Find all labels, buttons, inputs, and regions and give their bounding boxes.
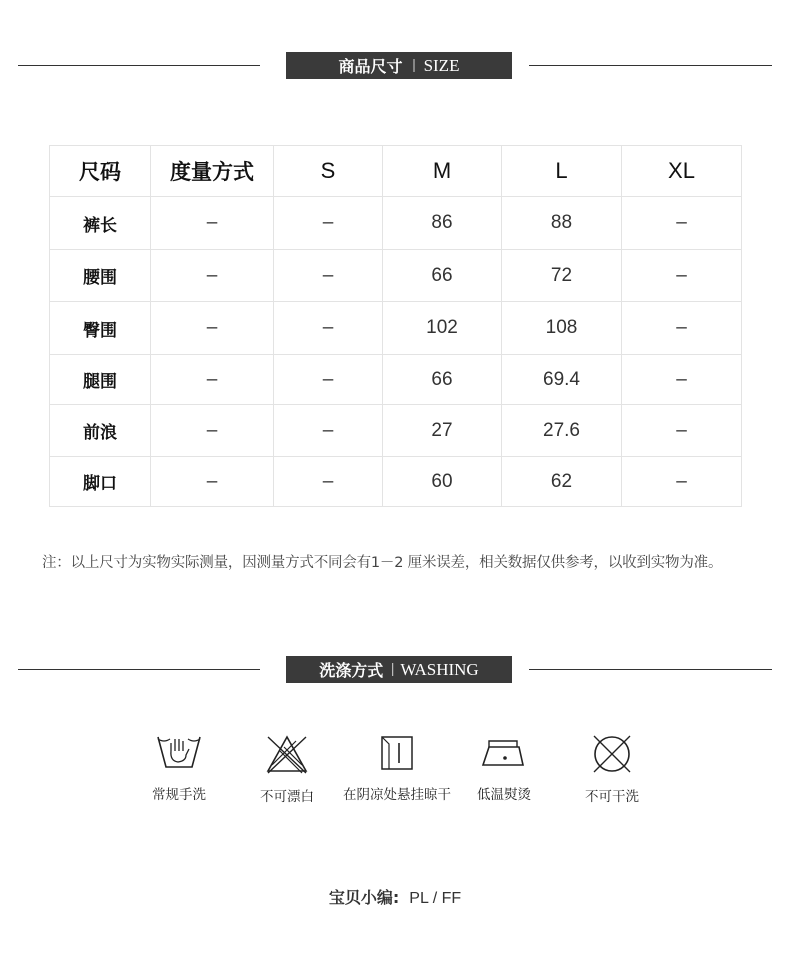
header-m: M bbox=[383, 146, 502, 197]
table-cell: – bbox=[151, 250, 274, 302]
divider-right bbox=[529, 65, 772, 66]
wash-label: 不可漂白 bbox=[260, 789, 314, 805]
table-cell: – bbox=[622, 197, 742, 250]
header-xl: XL bbox=[622, 146, 742, 197]
table-cell: 60 bbox=[383, 457, 502, 507]
wash-item-iron bbox=[444, 733, 564, 803]
table-cell: 72 bbox=[502, 250, 622, 302]
wash-label: 常规手洗 bbox=[152, 787, 206, 803]
editor-line bbox=[0, 885, 790, 908]
table-cell: 66 bbox=[383, 250, 502, 302]
table-cell: 88 bbox=[502, 197, 622, 250]
size-title-en: SIZE bbox=[423, 55, 460, 75]
row-label: 裤长 bbox=[50, 197, 151, 250]
header-measure: 度量方式 bbox=[151, 146, 274, 197]
size-section-header bbox=[0, 52, 790, 80]
size-table bbox=[49, 145, 742, 507]
washing-section-header bbox=[0, 656, 790, 684]
table-row bbox=[50, 355, 742, 405]
table-row bbox=[50, 302, 742, 355]
wash-item-line-dry bbox=[337, 733, 457, 803]
wash-label: 低温熨烫 bbox=[477, 787, 531, 803]
hand-wash-icon bbox=[156, 733, 202, 773]
table-row bbox=[50, 405, 742, 457]
table-cell: – bbox=[151, 197, 274, 250]
table-cell: – bbox=[622, 302, 742, 355]
divider-left bbox=[18, 669, 260, 670]
size-table-header-row bbox=[50, 146, 742, 197]
table-row bbox=[50, 457, 742, 507]
editor-label: 宝贝小编: bbox=[328, 888, 400, 907]
table-row bbox=[50, 250, 742, 302]
wash-label: 不可干洗 bbox=[585, 789, 639, 805]
table-cell: – bbox=[274, 355, 383, 405]
wash-item-no-dry-clean bbox=[552, 733, 672, 805]
wash-label: 在阴凉处悬挂晾干 bbox=[343, 787, 451, 803]
size-banner bbox=[286, 52, 512, 79]
size-title-separator: | bbox=[412, 57, 416, 73]
header-size: 尺码 bbox=[50, 146, 151, 197]
table-cell: 108 bbox=[502, 302, 622, 355]
table-cell: 102 bbox=[383, 302, 502, 355]
header-s: S bbox=[274, 146, 383, 197]
no-dry-clean-icon bbox=[589, 733, 635, 775]
table-cell: – bbox=[151, 302, 274, 355]
table-cell: – bbox=[274, 457, 383, 507]
table-cell: 27 bbox=[383, 405, 502, 457]
table-cell: – bbox=[622, 250, 742, 302]
editor-value: PL / FF bbox=[409, 890, 462, 907]
table-cell: – bbox=[151, 457, 274, 507]
row-label: 前浪 bbox=[50, 405, 151, 457]
table-cell: – bbox=[274, 405, 383, 457]
divider-left bbox=[18, 65, 260, 66]
table-cell: 69.4 bbox=[502, 355, 622, 405]
measurement-note: 注：以上尺寸为实物实际测量，因测量方式不同会有1－2 厘米误差，相关数据仅供参考，以收到实物为准。 bbox=[42, 555, 723, 571]
no-bleach-icon bbox=[264, 733, 310, 775]
table-cell: 66 bbox=[383, 355, 502, 405]
table-cell: – bbox=[622, 457, 742, 507]
table-cell: – bbox=[151, 405, 274, 457]
washing-title-separator: | bbox=[391, 661, 395, 677]
size-title-cn: 商品尺寸 bbox=[338, 57, 403, 76]
wash-item-hand-wash bbox=[119, 733, 239, 803]
washing-title-en: WASHING bbox=[400, 659, 479, 679]
header-l: L bbox=[502, 146, 622, 197]
line-dry-shade-icon bbox=[374, 733, 420, 773]
row-label: 脚口 bbox=[50, 457, 151, 507]
table-cell: 86 bbox=[383, 197, 502, 250]
table-cell: 62 bbox=[502, 457, 622, 507]
table-cell: – bbox=[151, 355, 274, 405]
table-cell: – bbox=[274, 197, 383, 250]
table-cell: 27.6 bbox=[502, 405, 622, 457]
table-cell: – bbox=[274, 302, 383, 355]
iron-low-icon bbox=[479, 733, 529, 773]
washing-banner bbox=[286, 656, 512, 683]
row-label: 腰围 bbox=[50, 250, 151, 302]
wash-item-no-bleach bbox=[227, 733, 347, 805]
divider-right bbox=[529, 669, 772, 670]
table-cell: – bbox=[622, 405, 742, 457]
row-label: 腿围 bbox=[50, 355, 151, 405]
row-label: 臀围 bbox=[50, 302, 151, 355]
washing-title-cn: 洗涤方式 bbox=[319, 661, 384, 680]
table-cell: – bbox=[622, 355, 742, 405]
table-row bbox=[50, 197, 742, 250]
table-cell: – bbox=[274, 250, 383, 302]
